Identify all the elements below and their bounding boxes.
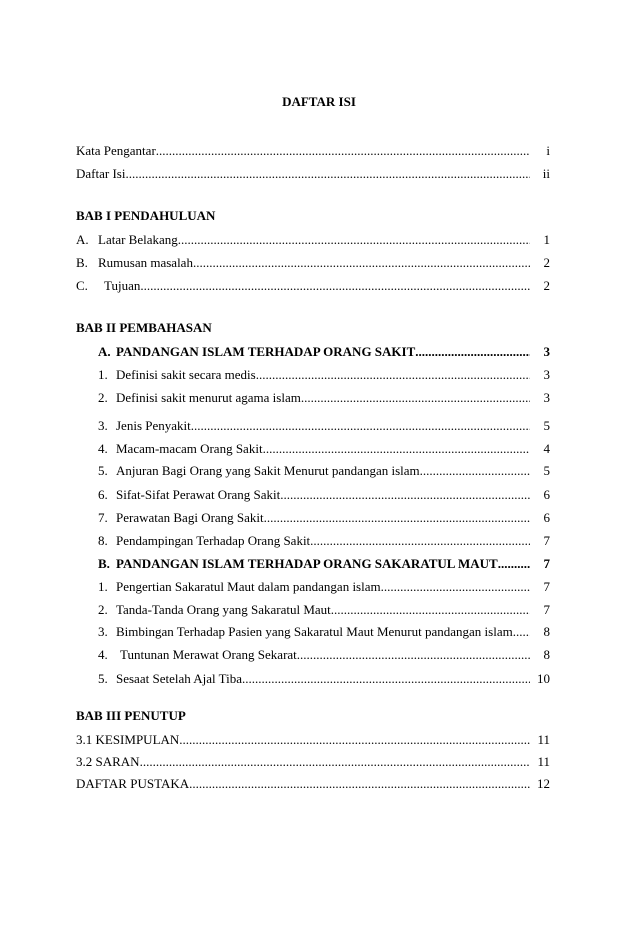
toc-section xyxy=(98,556,550,572)
toc-entry xyxy=(98,671,550,687)
toc-entry-text: Latar Belakang xyxy=(98,232,178,247)
leader-dots xyxy=(331,602,530,618)
leader-dots xyxy=(256,367,530,383)
leader-dots xyxy=(264,510,530,526)
leader-dots xyxy=(280,487,530,503)
toc-marker: 1. xyxy=(98,579,108,594)
toc-entry-text: Kata Pengantar xyxy=(76,143,156,158)
toc-entry xyxy=(98,579,550,595)
leader-dots xyxy=(297,647,530,663)
toc-page-number: 7 xyxy=(543,602,550,617)
leader-dots xyxy=(193,255,530,271)
toc-marker: C. xyxy=(76,278,88,293)
leader-dots xyxy=(513,624,530,640)
toc-page-number: 7 xyxy=(543,579,550,594)
toc-entry-text: Perawatan Bagi Orang Sakit xyxy=(116,510,264,525)
toc-marker: A. xyxy=(76,232,89,247)
leader-dots xyxy=(191,418,530,434)
toc-page-number: 10 xyxy=(537,671,550,686)
leader-dots xyxy=(310,533,530,549)
toc-page-number: 2 xyxy=(543,278,550,293)
toc-entry xyxy=(98,487,550,503)
chapter-heading: BAB III PENUTUP xyxy=(76,708,186,723)
toc-marker: 3. xyxy=(98,418,108,433)
toc-page-number: 2 xyxy=(543,255,550,270)
toc-entry-text: Rumusan masalah xyxy=(98,255,193,270)
toc-entry xyxy=(98,533,550,549)
toc-marker: B. xyxy=(76,255,88,270)
leader-dots xyxy=(263,441,530,457)
toc-marker: 2. xyxy=(98,602,108,617)
toc-page-number: 1 xyxy=(543,232,550,247)
toc-entry-text: Bimbingan Terhadap Pasien yang Sakaratul Maut Menurut pandangan islam xyxy=(116,624,513,639)
leader-dots xyxy=(140,754,530,770)
toc-page-number: 7 xyxy=(543,533,550,548)
leader-dots xyxy=(179,732,530,748)
toc-entry-text: DAFTAR PUSTAKA xyxy=(76,776,190,791)
chapter-heading: BAB II PEMBAHASAN xyxy=(76,320,212,335)
toc-entry xyxy=(76,754,550,770)
toc-page-number: i xyxy=(546,143,550,158)
toc-page-number: 11 xyxy=(537,732,550,747)
toc-page-number: 5 xyxy=(543,418,550,433)
toc-page-number: 6 xyxy=(543,487,550,502)
toc-marker: 5. xyxy=(98,671,108,686)
toc-page-number: 3 xyxy=(543,390,550,405)
toc-page-number: ii xyxy=(542,166,550,181)
toc-entry xyxy=(98,510,550,526)
toc-page-number: 11 xyxy=(537,754,550,769)
toc-entry-text: Macam-macam Orang Sakit xyxy=(116,441,263,456)
leader-dots xyxy=(498,556,530,572)
toc-marker: 1. xyxy=(98,367,108,382)
toc-entry-text: Definisi sakit secara medis xyxy=(116,367,256,382)
chapter-heading: BAB I PENDAHULUAN xyxy=(76,208,216,223)
toc-entry xyxy=(76,255,550,271)
leader-dots xyxy=(420,463,530,479)
leader-dots xyxy=(178,232,530,248)
toc-marker: 4. xyxy=(98,441,108,456)
toc-entry xyxy=(98,441,550,457)
leader-dots xyxy=(140,278,530,294)
toc-entry xyxy=(98,418,550,434)
toc-entry-text: Pengertian Sakaratul Maut dalam pandangan islam xyxy=(116,579,381,594)
toc-section xyxy=(98,344,550,360)
toc-entry xyxy=(98,390,550,406)
toc-marker: 4. xyxy=(98,647,108,662)
toc-entry-text: 3.2 SARAN xyxy=(76,754,140,769)
toc-marker: 6. xyxy=(98,487,108,502)
toc-marker: 7. xyxy=(98,510,108,525)
toc-entry-text: Sesaat Setelah Ajal Tiba xyxy=(116,671,243,686)
toc-entry-text: Jenis Penyakit xyxy=(116,418,191,433)
toc-page-number: 8 xyxy=(543,624,550,639)
toc-page-number: 3 xyxy=(543,367,550,382)
leader-dots xyxy=(189,776,530,792)
leader-dots xyxy=(242,671,530,687)
toc-entry xyxy=(76,143,550,159)
toc-entry xyxy=(98,602,550,618)
toc-entry xyxy=(98,624,550,640)
leader-dots xyxy=(381,579,530,595)
toc-marker: A. xyxy=(98,344,111,359)
page-title: DAFTAR ISI xyxy=(282,94,356,109)
toc-entry xyxy=(76,732,550,748)
leader-dots xyxy=(125,166,530,182)
toc-marker: 2. xyxy=(98,390,108,405)
leader-dots xyxy=(301,390,530,406)
toc-entry xyxy=(76,166,550,182)
toc-entry-text: Definisi sakit menurut agama islam xyxy=(116,390,301,405)
toc-entry xyxy=(98,367,550,383)
toc-entry-text: Tujuan xyxy=(104,278,141,293)
toc-entry-text: Tuntunan Merawat Orang Sekarat xyxy=(120,647,297,662)
toc-entry xyxy=(76,232,550,248)
toc-entry-text: Daftar Isi xyxy=(76,166,126,181)
toc-entry xyxy=(76,776,550,792)
leader-dots xyxy=(156,143,530,159)
toc-entry-text: PANDANGAN ISLAM TERHADAP ORANG SAKIT xyxy=(116,344,416,359)
toc-page-number: 8 xyxy=(543,647,550,662)
toc-entry-text: Pendampingan Terhadap Orang Sakit xyxy=(116,533,311,548)
toc-marker: 5. xyxy=(98,463,108,478)
toc-entry xyxy=(98,647,550,663)
toc-page-number: 3 xyxy=(543,344,550,359)
toc-entry-text: Tanda-Tanda Orang yang Sakaratul Maut xyxy=(116,602,331,617)
toc-entry-text: PANDANGAN ISLAM TERHADAP ORANG SAKARATUL MAUT xyxy=(116,556,498,571)
toc-page-number: 12 xyxy=(537,776,550,791)
toc-marker: B. xyxy=(98,556,110,571)
leader-dots xyxy=(415,344,530,360)
toc-marker: 8. xyxy=(98,533,108,548)
toc-entry-text: Sifat-Sifat Perawat Orang Sakit xyxy=(116,487,281,502)
toc-entry-text: Anjuran Bagi Orang yang Sakit Menurut pandangan islam xyxy=(116,463,420,478)
toc-page-number: 7 xyxy=(543,556,550,571)
toc-entry xyxy=(98,463,550,479)
toc-entry-text: 3.1 KESIMPULAN xyxy=(76,732,180,747)
toc-page-number: 5 xyxy=(543,463,550,478)
toc-marker: 3. xyxy=(98,624,108,639)
toc-page-number: 6 xyxy=(543,510,550,525)
toc-entry xyxy=(76,278,550,294)
toc-page-number: 4 xyxy=(543,441,550,456)
